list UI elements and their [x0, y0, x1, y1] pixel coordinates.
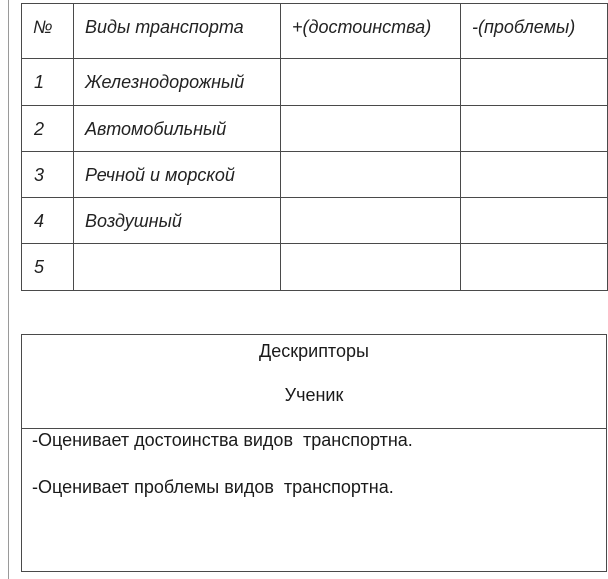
transport-table: [21, 3, 608, 291]
header-transport-type: Виды транспорта: [74, 4, 281, 59]
header-advantages: +(достоинства): [281, 4, 461, 59]
row-transport-type: Автомобильный: [74, 106, 281, 152]
descriptors-title: Дескрипторы: [259, 341, 369, 361]
row-number: 5: [22, 244, 74, 291]
row-problems-cell[interactable]: [461, 244, 608, 291]
row-advantages-cell[interactable]: [281, 244, 461, 291]
table-row: [22, 106, 608, 152]
row-transport-type[interactable]: [74, 244, 281, 291]
row-transport-type: Железнодорожный: [74, 59, 281, 106]
descriptor-item: -Оценивает достоинства видов транспортна.: [32, 430, 413, 450]
row-transport-type: Воздушный: [74, 198, 281, 244]
row-problems-cell[interactable]: [461, 106, 608, 152]
header-problems: -(проблемы): [461, 4, 608, 59]
table-row: [22, 59, 608, 106]
row-advantages-cell[interactable]: [281, 106, 461, 152]
table-header-row: [22, 4, 608, 59]
row-problems-cell[interactable]: [461, 152, 608, 198]
row-number: 2: [22, 106, 74, 152]
descriptor-item: -Оценивает проблемы видов транспортна.: [32, 477, 394, 497]
row-problems-cell[interactable]: [461, 59, 608, 106]
table-row: [22, 244, 608, 291]
row-advantages-cell[interactable]: [281, 59, 461, 106]
descriptors-box: [21, 334, 607, 572]
row-problems-cell[interactable]: [461, 198, 608, 244]
row-advantages-cell[interactable]: [281, 152, 461, 198]
row-advantages-cell[interactable]: [281, 198, 461, 244]
page-margin-line: [8, 0, 9, 579]
descriptors-list: [22, 429, 606, 498]
row-number: 4: [22, 198, 74, 244]
descriptors-header: [22, 335, 606, 429]
table-row: [22, 198, 608, 244]
table-row: [22, 152, 608, 198]
descriptors-subtitle: Ученик: [284, 385, 344, 405]
header-number: №: [22, 4, 74, 59]
row-number: 3: [22, 152, 74, 198]
row-number: 1: [22, 59, 74, 106]
row-transport-type: Речной и морской: [74, 152, 281, 198]
